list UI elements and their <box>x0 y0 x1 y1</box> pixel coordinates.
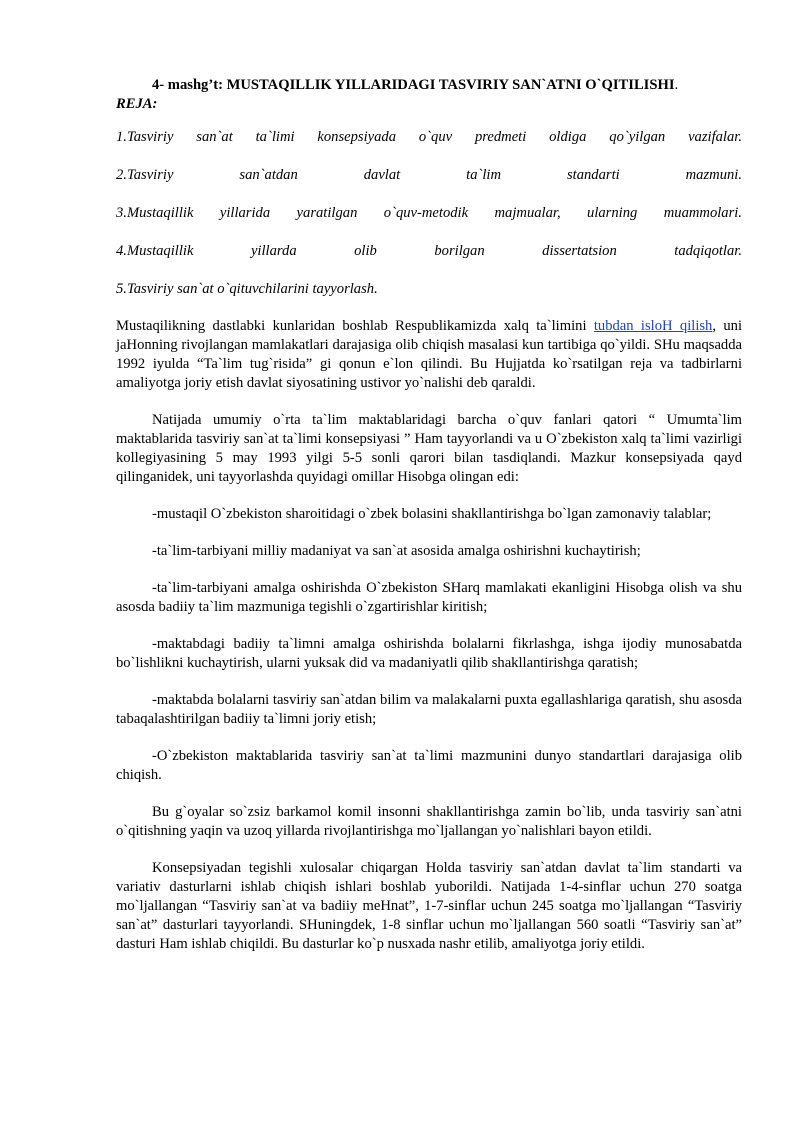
intro-paragraph <box>116 317 742 393</box>
list-item: -maktabda bolalarni tasviriy san`atdan bilim va malakalarni puxta egallashlariga qaratish, shu asosda tabaqalashtirilgan badiiy ta`limni joriy etish; <box>116 692 742 727</box>
paragraph: Konsepsiyadan tegishli xulosalar chiqargan Holda tasviriy san`atdan davlat ta`lim standarti va variativ dasturlarni ishlab chiqish ishlari boshlab yuborildi. Natijada 1-4-sinflar uchun 270 soatga mo`ljallangan “Tasviriy san`at va badiiy meHnat”, 1-7-sinflar uchun 245 soatga mo`ljallangan “Tasviriy san`at” dasturlari tayyorlandi. SHuningdek, 1-8 sinflar uchun mo`ljallangan 560 soatli “Tasviriy san`at” dasturi Ham ishlab chiqildi. Bu dasturlar ko`p nusxada nashr etilib, amaliyotga joriy etildi. <box>116 860 742 952</box>
plan-item: 1.Tasviriy san`at ta`limi konsepsiyada o`quv predmeti oldiga qo`yilgan vazifalar. <box>116 129 742 145</box>
title-prefix: 4- mashg’t: <box>152 77 227 93</box>
plan-heading: REJA: <box>116 96 158 112</box>
paragraph: Natijada umumiy o`rta ta`lim maktablaridagi barcha o`quv fanlari qatori “ Umumta`lim maktablarida tasviriy san`at ta`limi konsepsiyasi ” Ham tayyorlandi va u O`zbekiston xalq ta`limi vazirligi kollegiyasining 5 may 1993 yilgi 5-5 sonli qarori bilan tasdiqlandi. Mazkur konsepsiyada qayd qilinganidek, uni tayyorlashda quyidagi omillar Hisobga olingan edi: <box>116 412 742 485</box>
paragraph: Bu g`oyalar so`zsiz barkamol komil insonni shakllantirishga zamin bo`lib, unda tasviriy san`atni o`qitishning yaqin va uzoq yillarda rivojlantirishga mo`ljallangan yo`nalishlari bayon etildi. <box>116 804 742 839</box>
page-title <box>116 76 742 95</box>
list-item: -mustaqil O`zbekiston sharoitidagi o`zbek bolasini shakllantirishga bo`lgan zamonaviy talablar; <box>152 506 712 522</box>
plan-item: 5.Tasviriy san`at o`qituvchilarini tayyorlash. <box>116 281 378 297</box>
plan-item: 2.Tasviriy san`atdan davlat ta`lim standarti mazmuni. <box>116 167 742 183</box>
reform-link[interactable]: tubdan isloH qilish <box>593 318 713 334</box>
list-item: -ta`lim-tarbiyani milliy madaniyat va san`at asosida amalga oshirishni kuchaytirish; <box>152 543 641 559</box>
plan-list <box>116 128 742 299</box>
intro-text-after: , uni jaHonning rivojlangan mamlakatlari darajasiga olib chiqish masalasi kun tartibiga qo`yildi. SHu maqsadda 1992 iyulda “Ta`lim tug`risida” gi qonun e`lon qilindi. Bu Hujjatda ko`rsatilgan reja va tadbirlarni amaliyotga joriy etish davlat siyosatining ustivor yo`nalishi deb qaraldi. <box>116 318 742 391</box>
list-item: -maktabdagi badiiy ta`limni amalga oshirishda bolalarni fikrlashga, ishga ijodiy munosabatda bo`lishlikni kuchaytirish, ularni yuksak did va madaniyatli qilib shakllantirishga qaratish; <box>116 636 742 671</box>
plan-item: 4.Mustaqillik yillarda olib borilgan dissertatsion tadqiqotlar. <box>116 243 742 259</box>
title-suffix: . <box>674 77 679 93</box>
plan-item: 3.Mustaqillik yillarida yaratilgan o`quv-metodik majmualar, ularning muammolari. <box>116 205 742 221</box>
title-caps: MUSTAQILLIK YILLARIDAGI TASVIRIY SAN`ATNI O`QITILISHI <box>226 77 675 93</box>
intro-text-before: Mustaqilikning dastlabki kunlaridan boshlab Respublikamizda xalq ta`limini <box>116 318 594 334</box>
list-item: -O`zbekiston maktablarida tasviriy san`at ta`limi mazmunini dunyo standartlari darajasiga olib chiqish. <box>116 748 742 783</box>
list-item: -ta`lim-tarbiyani amalga oshirishda O`zbekiston SHarq mamlakati ekanligini Hisobga olish va shu asosda badiiy ta`lim mazmuniga tegishli o`zgartirishlar kiritish; <box>116 580 742 615</box>
